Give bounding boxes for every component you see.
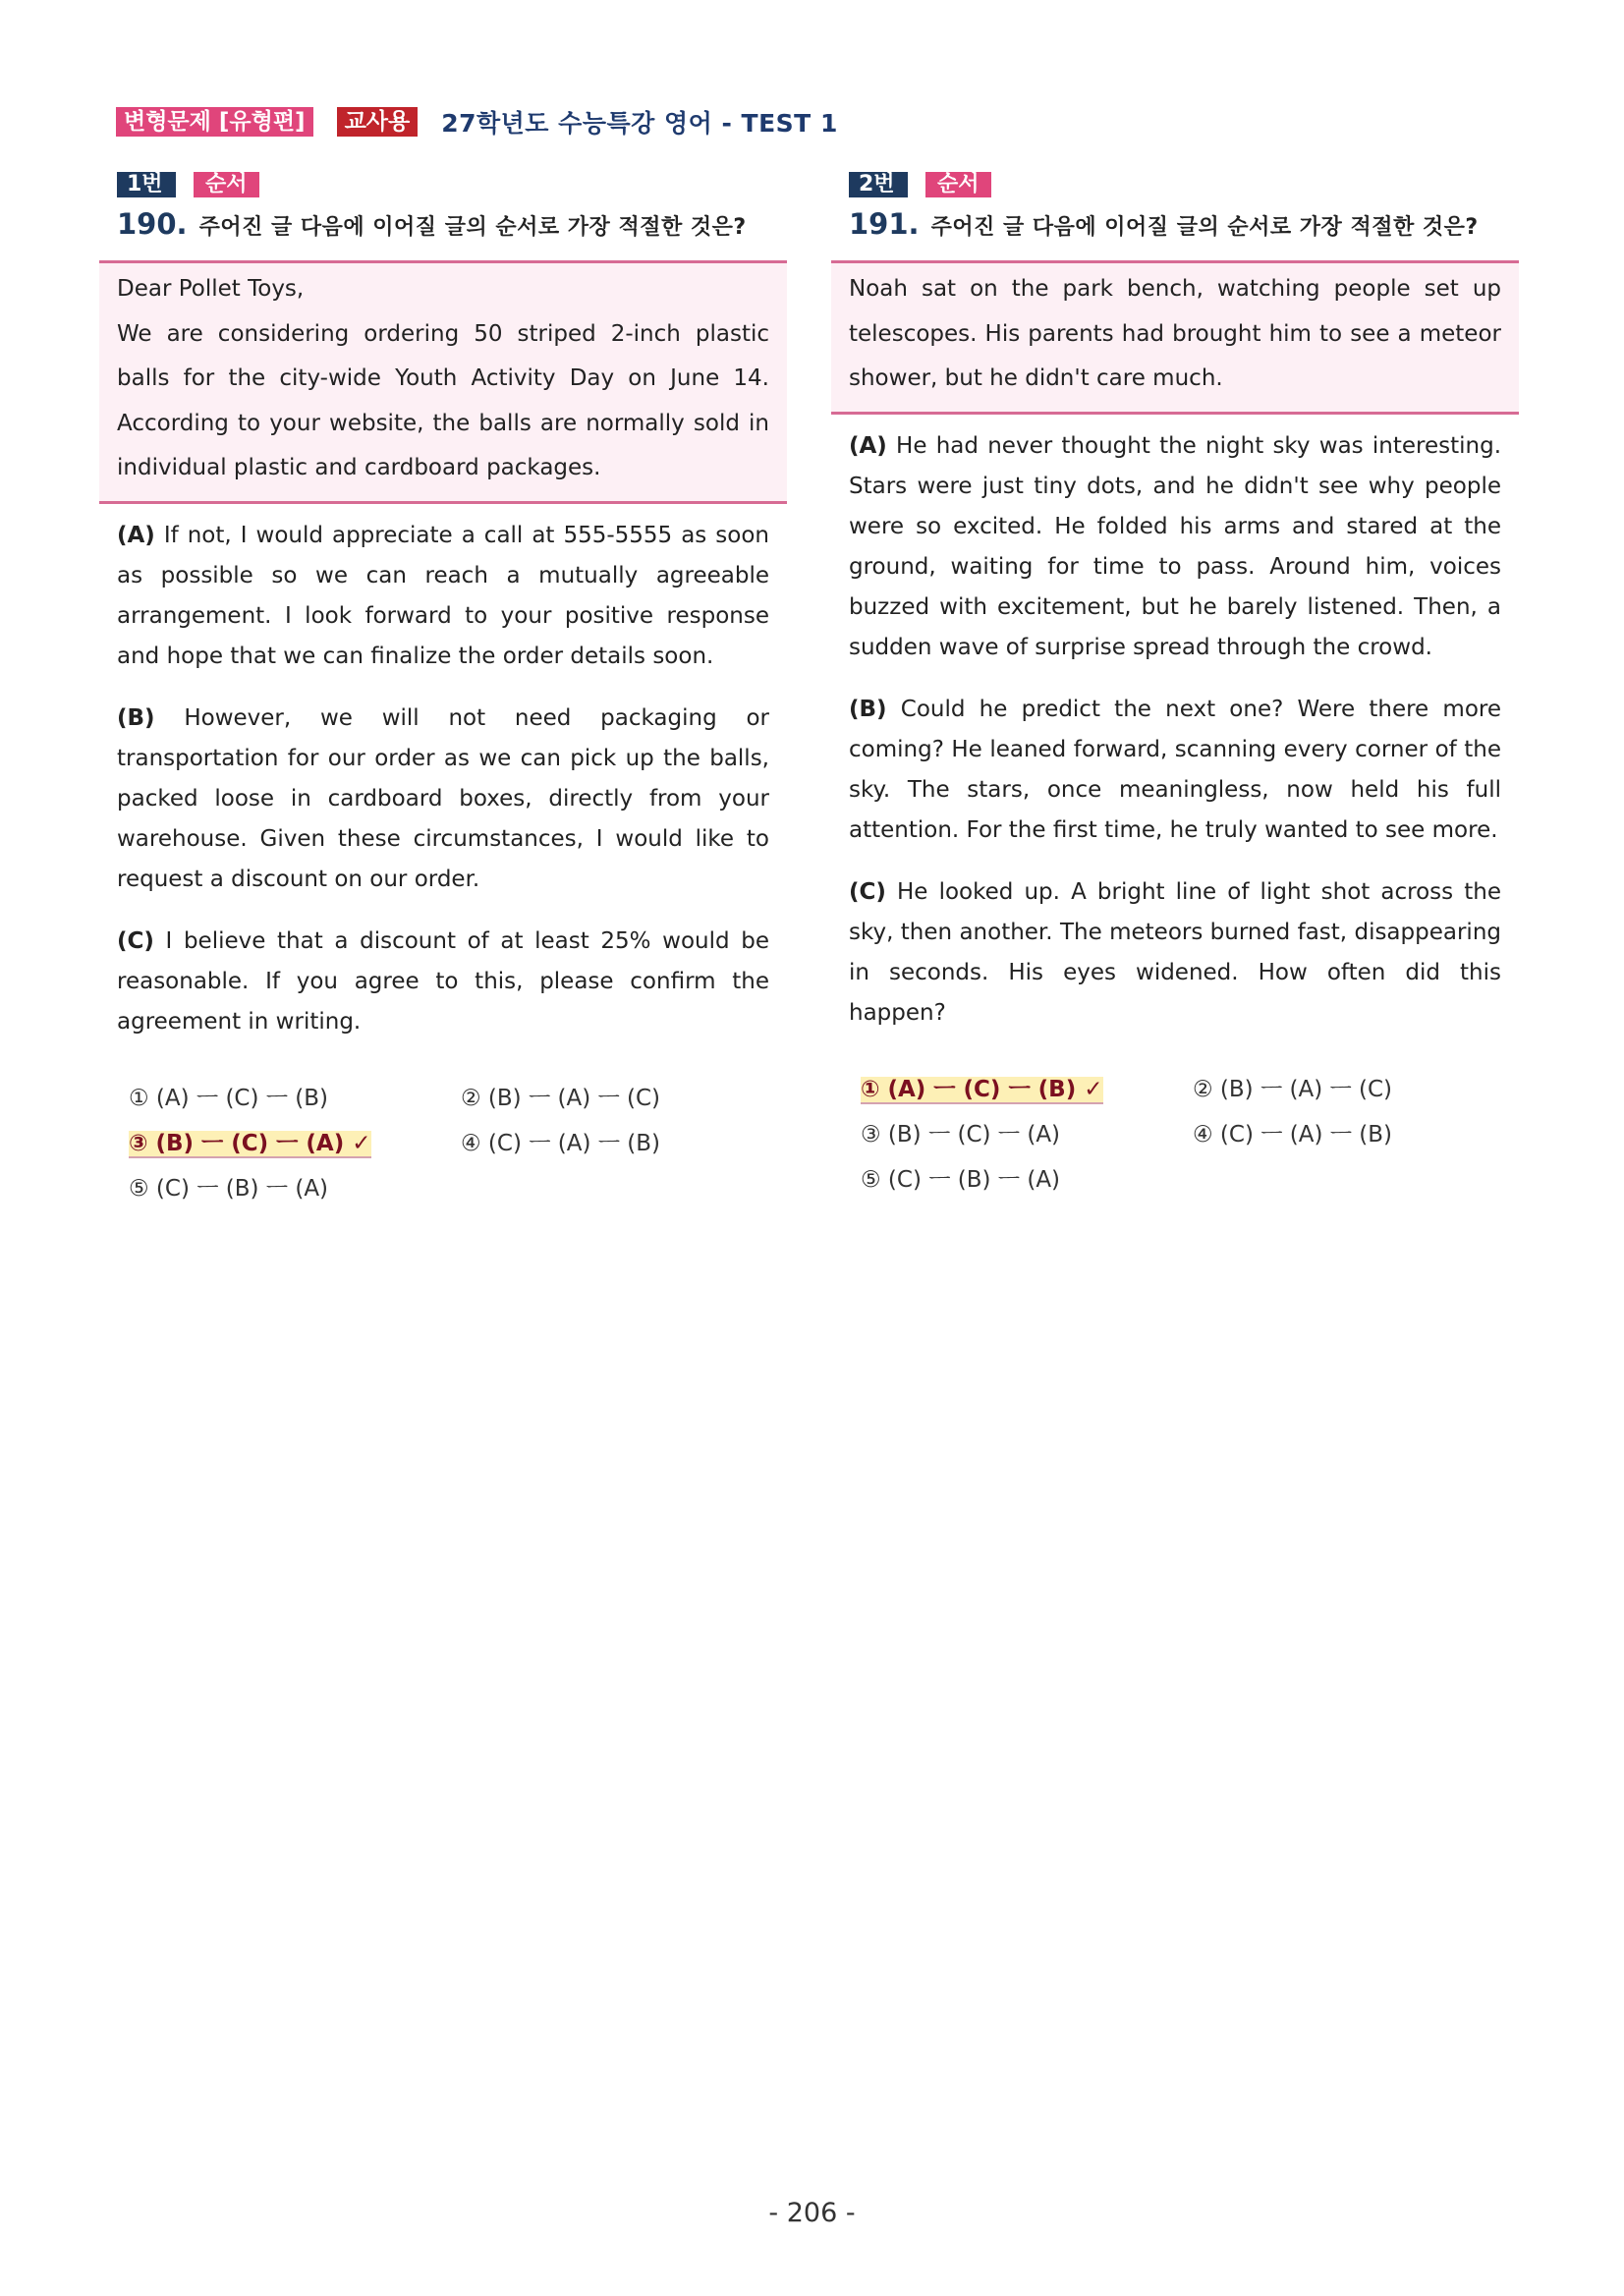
paragraph-label: (B) [117,704,155,731]
question-block-191 [831,172,1519,1200]
choice-2[interactable]: ② (B) ㅡ (A) ㅡ (C) [461,1085,661,1111]
choice-3[interactable]: ③ (B) ㅡ (C) ㅡ (A) [861,1121,1061,1148]
page-header [116,104,838,140]
page-number: - 206 - [768,2198,856,2228]
question-type-tag: 순서 [194,172,259,197]
answer-choices [99,1080,787,1208]
given-passage-text: Dear Pollet Toys, We are considering ordering 50 striped 2-inch plastic balls for the city-wide Youth Activity Day on June 14. According to your website, the balls are normally sold in individual plastic and cardboard packages. [117,276,769,480]
choice-5[interactable]: ⑤ (C) ㅡ (B) ㅡ (A) [129,1175,329,1202]
paragraph-a [831,426,1519,668]
question-index-tag: 2번 [849,172,908,197]
question-heading [99,207,787,247]
paragraph-a [99,516,787,677]
choice-3-correct[interactable]: ③ (B) ㅡ (C) ㅡ (A) ✓ [129,1130,371,1156]
given-passage-box [99,260,787,504]
exam-type-tag: 변형문제 [유형편] [116,107,313,137]
given-passage-box [831,260,1519,415]
question-number: 191. [849,207,920,241]
paragraph-text: Could he predict the next one? Were there more coming? He leaned forward, scanning every corner of the sky. The stars, once meaningless, now held his full attention. For the first time, he truly wanted to see more. [849,696,1501,843]
paragraph-c [99,922,787,1042]
question-heading [831,207,1519,247]
choice-5[interactable]: ⑤ (C) ㅡ (B) ㅡ (A) [861,1166,1061,1193]
paragraph-label: (B) [849,696,887,722]
question-index-tag: 1번 [117,172,176,197]
paragraph-label: (C) [849,878,886,905]
question-type-tag: 순서 [925,172,991,197]
paragraph-label: (C) [117,927,154,954]
document-title: 27학년도 수능특강 영어 - TEST 1 [441,109,838,138]
paragraph-text: I believe that a discount of at least 25% would be reasonable. If you agree to this, please confirm the agreement in writing. [117,927,769,1035]
choice-1-correct[interactable]: ① (A) ㅡ (C) ㅡ (B) ✓ [861,1076,1103,1102]
paragraph-b [831,690,1519,851]
paragraph-text: He looked up. A bright line of light shot across the sky, then another. The meteors burned fast, disappearing in seconds. His eyes widened. How often did this happen? [849,878,1501,1026]
choice-4[interactable]: ④ (C) ㅡ (A) ㅡ (B) [1193,1121,1393,1148]
question-tags [831,172,1519,197]
choice-4[interactable]: ④ (C) ㅡ (A) ㅡ (B) [461,1130,661,1156]
given-passage-text: Noah sat on the park bench, watching people set up telescopes. His parents had brought him to see a meteor shower, but he didn't care much. [849,276,1501,391]
paragraph-label: (A) [117,522,155,548]
question-block-190 [99,172,787,1208]
paragraph-text: If not, I would appreciate a call at 555-5555 as soon as possible so we can reach a mutually agreeable arrangement. I look forward to your positive response and hope that we can finalize the order details soon. [117,522,769,669]
paragraph-text: However, we will not need packaging or transportation for our order as we can pick up the balls, packed loose in cardboard boxes, directly from your warehouse. Given these circumstances, I would like to request a discount on our order. [117,704,769,892]
question-tags [99,172,787,197]
question-number: 190. [117,207,188,241]
paragraph-text: He had never thought the night sky was interesting. Stars were just tiny dots, and he didn't see why people were so excited. He folded his arms and stared at the ground, waiting for time to pass. Around him, voices buzzed with excitement, but he barely listened. Then, a sudden wave of surprise spread through the crowd. [849,432,1501,660]
choice-2[interactable]: ② (B) ㅡ (A) ㅡ (C) [1193,1076,1393,1102]
question-prompt: 주어진 글 다음에 이어질 글의 순서로 가장 적절한 것은? [198,215,747,240]
choice-1[interactable]: ① (A) ㅡ (C) ㅡ (B) [129,1085,329,1111]
teacher-edition-tag: 교사용 [337,107,419,137]
paragraph-label: (A) [849,432,887,459]
answer-choices [831,1071,1519,1200]
paragraph-b [99,699,787,900]
question-prompt: 주어진 글 다음에 이어질 글의 순서로 가장 적절한 것은? [930,215,1479,240]
paragraph-c [831,872,1519,1034]
